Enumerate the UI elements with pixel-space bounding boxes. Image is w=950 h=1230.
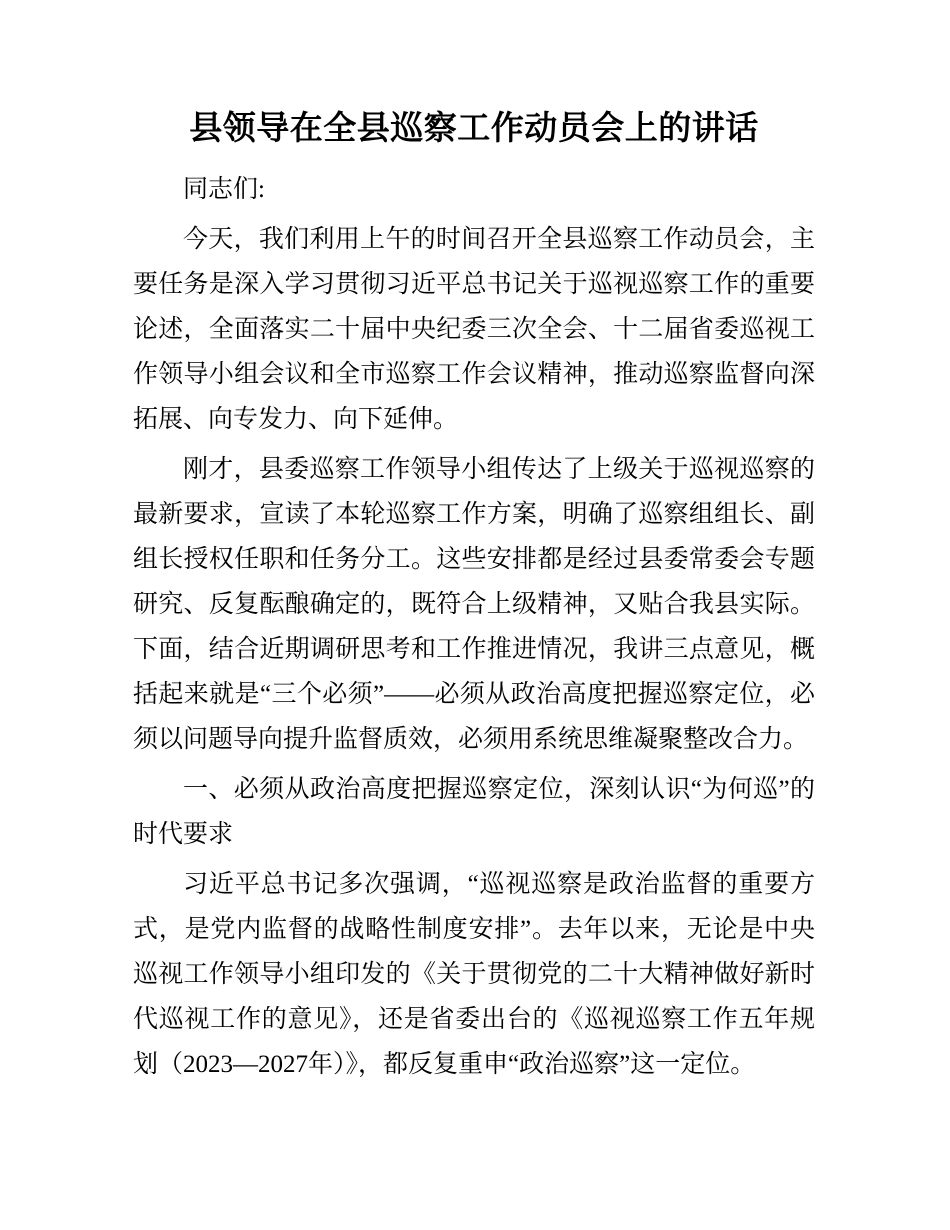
salutation: 同志们: (183, 176, 265, 203)
paragraph-arrangements: 刚才，县委巡察工作领导小组传达了上级关于巡视巡察的最新要求，宣读了本轮巡察工作方案，明确了巡察组组长、副组长授权任职和任务分工。这些安排都是经过县委常委会专题研究、反复酝酿确定的，既符合上级精神，又贴合我县实际。下面，结合近期调研思考和工作推进情况，我讲三点意见，概括起来就是“三个必须”——必须从政治高度把握巡察定位，必须以问题导向提升监督质效，必须用系统思维凝聚整改合力。 (133, 456, 815, 753)
paragraph-section-1-body: 习近平总书记多次强调，“巡视巡察是政治监督的重要方式，是党内监督的战略性制度安排”。去年以来，无论是中央巡视工作领导小组印发的《关于贯彻党的二十大精神做好新时代巡视工作的意见》，还是省委出台的《巡视巡察工作五年规划（2023—2027年）》，都反复重申“政治巡察”这一定位。 (133, 871, 815, 1078)
paragraph-opening: 今天，我们利用上午的时间召开全县巡察工作动员会，主要任务是深入学习贯彻习近平总书记关于巡视巡察工作的重要论述，全面落实二十届中央纪委三次全会、十二届省委巡视工作领导小组会议和全市巡察工作会议精神，推动巡察监督向深拓展、向专发力、向下延伸。 (133, 226, 815, 433)
section-heading-1: 一、必须从政治高度把握巡察定位，深刻认识“为何巡”的时代要求 (133, 776, 815, 848)
document-title: 县领导在全县巡察工作动员会上的讲话 (189, 109, 759, 146)
